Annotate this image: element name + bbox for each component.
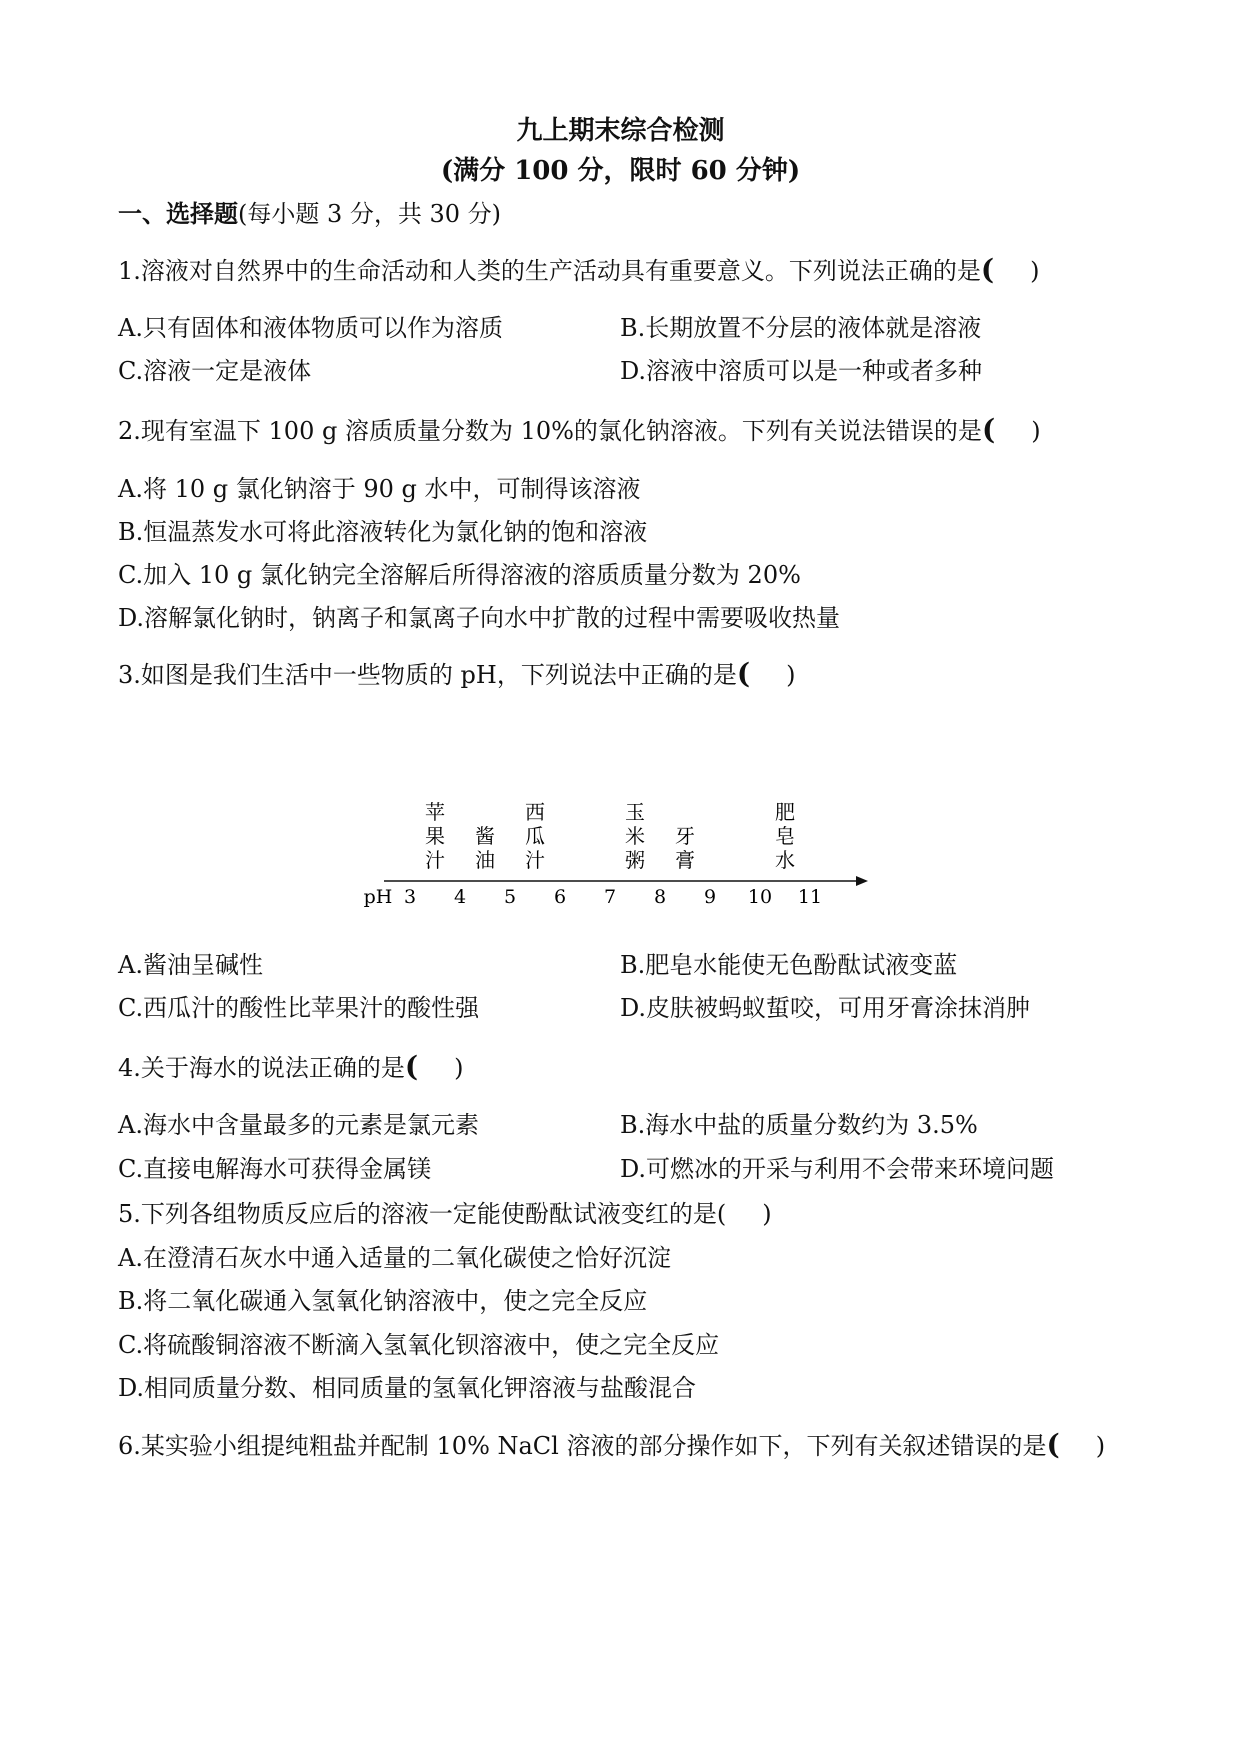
ph-tick-label-8: 8 [653, 886, 667, 908]
question-1-option-d: D.溶液中溶质可以是一种或者多种 [620, 357, 983, 385]
ph-label-char: 膏 [675, 848, 695, 872]
ph-substance-labels [425, 800, 795, 872]
question-stem-text: 5.下列各组物质反应后的溶液一定能使酚酞试液变红的是 [118, 1200, 717, 1228]
question-5-option-a: A.在澄清石灰水中通入适量的二氧化碳使之恰好沉淀 [118, 1244, 671, 1272]
question-4-option-a: A.海水中含量最多的元素是氯元素 [118, 1111, 479, 1139]
question-4-option-c: C.直接电解海水可获得金属镁 [118, 1155, 432, 1183]
question-1-stem [118, 251, 1040, 286]
ph-tick-label-5: 5 [503, 886, 517, 908]
answer-paren-open: ( [736, 657, 751, 690]
question-2-option-c: C.加入 10 g 氯化钠完全溶解后所得溶液的溶质质量分数为 20% [118, 561, 801, 589]
question-2-stem [118, 411, 1041, 446]
ph-label-0 [425, 800, 445, 872]
page-subtitle: (满分 100 分，限时 60 分钟) [440, 156, 801, 186]
answer-paren-close: ) [762, 1200, 772, 1228]
question-stem-text: 6.某实验小组提纯粗盐并配制 10% NaCl 溶液的部分操作如下，下列有关叙述错误的是 [118, 1432, 1047, 1460]
ph-label-char: 汁 [525, 848, 545, 872]
question-5-option-d: D.相同质量分数、相同质量的氢氧化钾溶液与盐酸混合 [118, 1374, 697, 1402]
question-3-option-d: D.皮肤被蚂蚁蜇咬，可用牙膏涂抹消肿 [620, 994, 1031, 1022]
question-3-option-c: C.西瓜汁的酸性比苹果汁的酸性强 [118, 994, 480, 1022]
ph-tick-label-11: 11 [797, 886, 823, 908]
section-label: 一、选择题 [118, 199, 238, 228]
question-1-option-a: A.只有固体和液体物质可以作为溶质 [118, 314, 503, 342]
question-5-stem [118, 1194, 772, 1229]
ph-tick-label-3: 3 [403, 886, 417, 908]
question-6-stem [118, 1426, 1105, 1461]
question-4-stem [118, 1048, 464, 1083]
ph-label-char: 西 [525, 800, 545, 824]
ph-label-char: 瓜 [525, 824, 545, 848]
question-2-option-a: A.将 10 g 氯化钠溶于 90 g 水中，可制得该溶液 [118, 475, 641, 503]
ph-tick-label-4: 4 [453, 886, 467, 908]
ph-tick-label-6: 6 [553, 886, 567, 908]
question-3-option-a: A.酱油呈碱性 [118, 951, 263, 979]
ph-tick-label-9: 9 [703, 886, 717, 908]
question-2-option-d: D.溶解氯化钠时，钠离子和氯离子向水中扩散的过程中需要吸收热量 [118, 604, 841, 632]
ph-axis-label: pH [363, 886, 393, 908]
ph-label-char: 肥 [775, 800, 795, 824]
answer-paren-open: ( [980, 253, 995, 286]
ph-label-char: 玉 [625, 800, 645, 824]
answer-paren-open: ( [981, 413, 996, 446]
ph-label-2 [525, 800, 545, 872]
question-3-stem [118, 655, 795, 690]
question-stem-text: 3.如图是我们生活中一些物质的 pH，下列说法中正确的是 [118, 661, 737, 689]
section-note: (每小题 3 分，共 30 分) [238, 200, 502, 228]
question-5-option-c: C.将硫酸铜溶液不断滴入氢氧化钡溶液中，使之完全反应 [118, 1331, 720, 1359]
question-3-option-b: B.肥皂水能使无色酚酞试液变蓝 [620, 951, 958, 979]
question-1-option-b: B.长期放置不分层的液体就是溶液 [620, 314, 982, 342]
ph-label-1 [475, 824, 495, 872]
ph-tick-label-10: 10 [747, 886, 773, 908]
answer-paren-open: ( [716, 1200, 727, 1228]
answer-paren-open: ( [404, 1050, 419, 1083]
ph-label-4 [675, 824, 695, 872]
ph-axis-ticks [404, 886, 822, 908]
question-2-option-b: B.恒温蒸发水可将此溶液转化为氯化钠的饱和溶液 [118, 518, 648, 546]
ph-label-char: 油 [475, 848, 495, 872]
ph-label-char: 苹 [425, 800, 445, 824]
ph-label-char: 酱 [475, 824, 495, 848]
question-4-option-d: D.可燃冰的开采与利用不会带来环境问题 [620, 1155, 1055, 1183]
ph-label-5 [775, 800, 795, 872]
answer-paren-open: ( [1046, 1428, 1060, 1461]
ph-label-char: 果 [425, 824, 445, 848]
question-stem-text: 2.现有室温下 100 g 溶质质量分数为 10%的氯化钠溶液。下列有关说法错误的是 [118, 417, 982, 445]
ph-label-3 [625, 800, 645, 872]
answer-paren-close: ) [786, 661, 796, 689]
ph-label-char: 粥 [625, 848, 645, 872]
section-heading [118, 194, 501, 229]
answer-paren-close: ) [1095, 1432, 1106, 1460]
answer-paren-close: ) [454, 1054, 464, 1082]
answer-paren-close: ) [1030, 257, 1040, 285]
question-stem-text: 4.关于海水的说法正确的是 [118, 1054, 405, 1082]
answer-paren-close: ) [1031, 417, 1041, 445]
ph-label-char: 汁 [425, 848, 445, 872]
question-1-option-c: C.溶液一定是液体 [118, 357, 312, 385]
ph-label-char: 米 [625, 824, 645, 848]
question-5-option-b: B.将二氧化碳通入氢氧化钠溶液中，使之完全反应 [118, 1287, 648, 1315]
ph-tick-label-7: 7 [603, 886, 617, 908]
ph-axis-arrow [856, 876, 868, 886]
ph-label-char: 牙 [675, 824, 695, 848]
ph-label-char: 水 [775, 848, 795, 872]
question-4-option-b: B.海水中盐的质量分数约为 3.5% [620, 1111, 978, 1139]
ph-scale-figure [363, 778, 870, 908]
ph-label-char: 皂 [775, 824, 795, 848]
page-title: 九上期末综合检测 [516, 116, 725, 146]
question-stem-text: 1.溶液对自然界中的生命活动和人类的生产活动具有重要意义。下列说法正确的是 [118, 257, 981, 285]
